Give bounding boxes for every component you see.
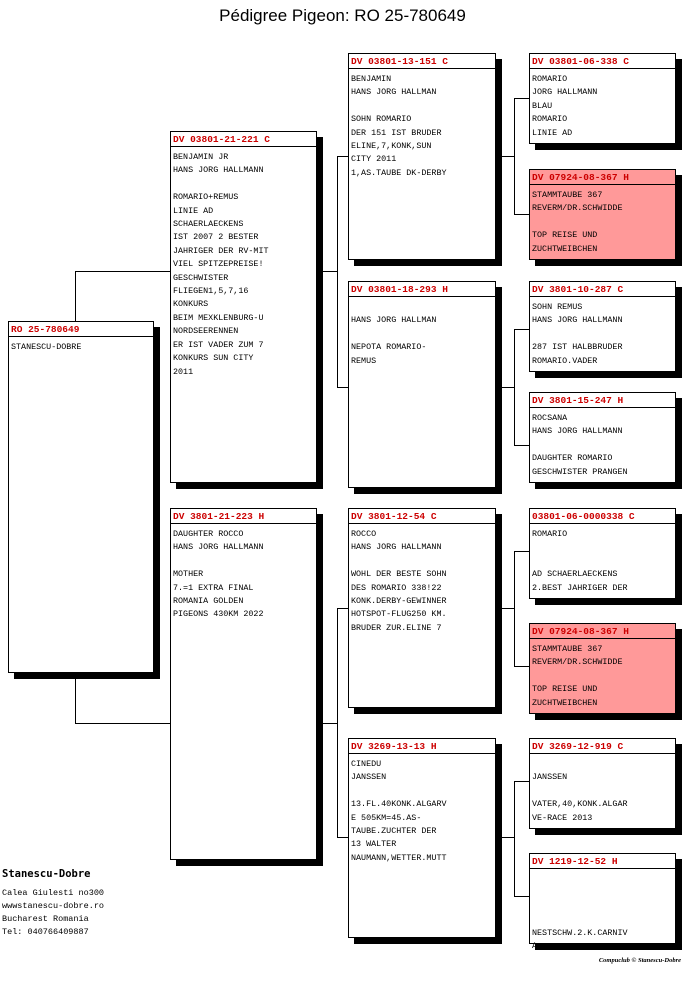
dam-sire-sire-card <box>529 508 676 599</box>
pigeon-details: ROMARIO JORG HALLMANN BLAU ROMARIO LINIE AD <box>532 74 598 138</box>
connector-line <box>514 896 529 897</box>
connector-line <box>75 271 170 272</box>
pigeon-details: HANS JORG HALLMAN NEPOTA ROMARIO- REMUS <box>351 315 437 366</box>
connector-line <box>496 387 515 388</box>
address-street: Calea Giulesti no300 <box>2 888 105 898</box>
sire-sire-sire-card <box>529 53 676 144</box>
connector-line <box>514 781 529 782</box>
pigeon-details: DAUGHTER ROCCO HANS JORG HALLMANN MOTHER 7.=1 EXTRA FINAL ROMANIA GOLDEN PIGEONS 430KM 2022 <box>173 529 264 620</box>
sire-sire-card <box>348 53 496 260</box>
ring-number: 03801-06-0000338 C <box>530 509 675 524</box>
pigeon-details: BENJAMIN HANS JORG HALLMAN SOHN ROMARIO DER 151 IST BRUDER ELINE,7,KONK,SUN CITY 2011 1,AS.TAUBE DK-DERBY <box>351 74 447 178</box>
pigeon-details: STANESCU-DOBRE <box>11 342 82 352</box>
ring-number: DV 3269-12-919 C <box>530 739 675 754</box>
connector-line <box>514 98 529 99</box>
dam-sire-card <box>348 508 496 708</box>
connector-line <box>337 608 348 609</box>
breeder-name: Stanescu-Dobre <box>2 868 91 880</box>
connector-line <box>496 837 515 838</box>
ring-number: DV 3801-15-247 H <box>530 393 675 408</box>
connector-line <box>337 156 348 157</box>
sire-sire-dam-card <box>529 169 676 260</box>
dam-dam-card <box>348 738 496 938</box>
sire-dam-card <box>348 281 496 488</box>
ring-number: DV 3801-21-223 H <box>171 509 316 524</box>
sire-dam-dam-card <box>529 392 676 483</box>
ring-number: DV 07924-08-367 H <box>530 624 675 639</box>
pigeon-details: JANSSEN VATER,40,KONK.ALGAR VE-RACE 2013 <box>532 772 628 823</box>
pigeon-details: BENJAMIN JR HANS JORG HALLMANN ROMARIO+REMUS LINIE AD SCHAERLAECKENS IST 2007 2 BESTER JAHRIGER DER RV-MIT VIEL SPITZEPREISE! GESCHWISTER FLIEGEN1,5,7,16 KONKURS BEIM MEXKLENBURG-U NORDSEERENNEN ER IST VADER ZUM 7 KONKURS SUN CITY 2011 <box>173 152 269 377</box>
dam-sire-dam-card <box>529 623 676 714</box>
connector-line <box>337 156 338 388</box>
connector-line <box>514 551 529 552</box>
address-city: Bucharest Romania <box>2 914 89 924</box>
ring-number: DV 3269-13-13 H <box>349 739 495 754</box>
page-title: Pédigree Pigeon: RO 25-780649 <box>219 6 466 25</box>
ring-number: DV 03801-18-293 H <box>349 282 495 297</box>
ring-number: DV 3801-10-287 C <box>530 282 675 297</box>
connector-line <box>337 837 348 838</box>
ring-number: DV 03801-21-221 C <box>171 132 316 147</box>
connector-line <box>514 329 529 330</box>
connector-line <box>496 608 515 609</box>
sire-dam-sire-card <box>529 281 676 372</box>
ring-number: DV 1219-12-52 H <box>530 854 675 869</box>
pigeon-details: STAMMTAUBE 367 REVERM/DR.SCHWIDDE TOP REISE UND ZUCHTWEIBCHEN <box>532 190 623 254</box>
ring-number: DV 03801-13-151 C <box>349 54 495 69</box>
connector-line <box>514 781 515 897</box>
ring-number: RO 25-780649 <box>9 322 153 337</box>
address-website: wwwstanescu-dobre.ro <box>2 901 105 911</box>
connector-line <box>321 271 338 272</box>
dam-dam-dam-card <box>529 853 676 952</box>
connector-line <box>514 666 529 667</box>
connector-line <box>337 387 348 388</box>
pigeon-details: SOHN REMUS HANS JORG HALLMANN 287 IST HALBBRUDER ROMARIO.VADER <box>532 302 623 366</box>
breeder-address <box>2 887 104 939</box>
ring-number: DV 3801-12-54 C <box>349 509 495 524</box>
pigeon-details: NESTSCHW.2.K.CARNIV A <box>532 927 628 952</box>
dam-dam-sire-card <box>529 738 676 829</box>
sire-card <box>170 131 317 483</box>
pigeon-details: CINEDU JANSSEN 13.FL.40KONK.ALGARV E 505KM=45.AS- TAUBE.ZUCHTER DER 13 WALTER NAUMANN,WETTER.MUTT <box>351 759 447 863</box>
dam-card <box>170 508 317 860</box>
pigeon-details: ROMARIO AD SCHAERLAECKENS 2.BEST JAHRIGER DER <box>532 529 628 593</box>
connector-line <box>75 723 170 724</box>
connector-line <box>514 445 529 446</box>
connector-line <box>514 214 529 215</box>
footer-credit: Compuclub © Stanescu-Dobre <box>598 957 681 964</box>
connector-line <box>321 723 338 724</box>
pigeon-details: STAMMTAUBE 367 REVERM/DR.SCHWIDDE TOP REISE UND ZUCHTWEIBCHEN <box>532 644 623 708</box>
ring-number: DV 07924-08-367 H <box>530 170 675 185</box>
ring-number: DV 03801-06-338 C <box>530 54 675 69</box>
pigeon-details: ROCCO HANS JORG HALLMANN WOHL DER BESTE SOHN DES ROMARIO 338!22 KONK.DERBY-GEWINNER HOTSPOT-FLUG250 KM. BRUDER ZUR.ELINE 7 <box>351 529 447 633</box>
pigeon-details: ROCSANA HANS JORG HALLMANN DAUGHTER ROMARIO GESCHWISTER PRANGEN <box>532 413 628 477</box>
connector-line <box>496 156 515 157</box>
connector-line <box>514 551 515 667</box>
address-phone: Tel: 040766409887 <box>2 927 89 937</box>
subject-pigeon-card <box>8 321 154 673</box>
